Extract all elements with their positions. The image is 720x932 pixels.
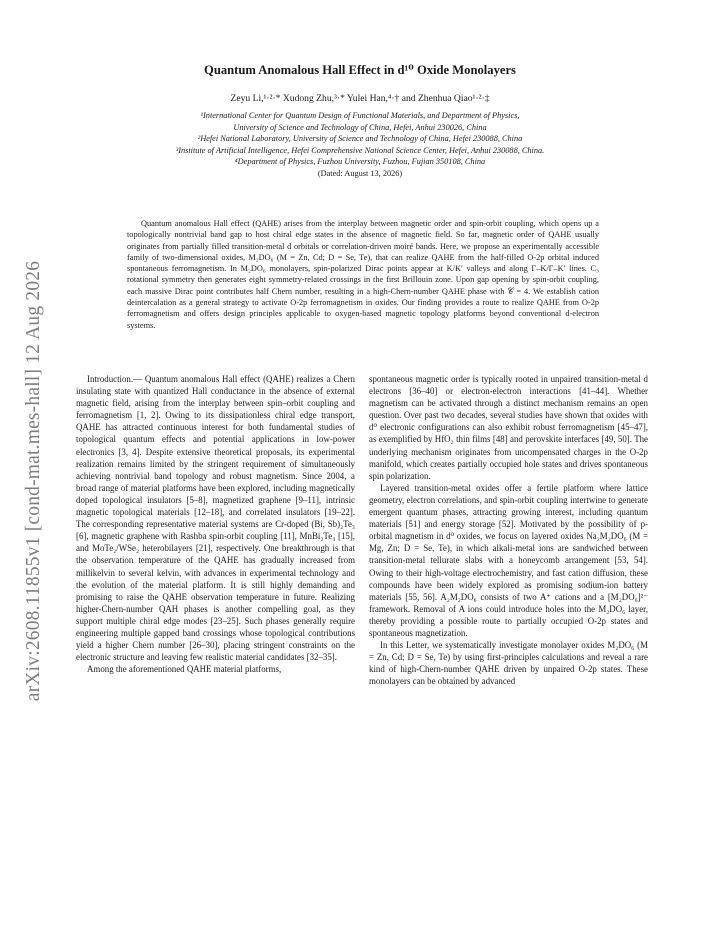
left-column (76, 373, 355, 675)
affiliation-line: ³Institute of Artificial Intelligence, Hefei Comprehensive National Science Center, Hefei, Anhui 230088, China. (175, 145, 545, 155)
affiliation-line: ⁴Department of Physics, Fuzhou University, Fuzhou, Fujian 350108, China (234, 157, 486, 166)
arxiv-sidebar (14, 260, 54, 702)
paragraph: spontaneous magnetic order is typically rooted in unpaired transition-metal d electrons [36–40] or electron-electron interactions [41–44]. Whether magnetism can be activated through a distinct mechanism remains an open question. Over past two decades, several studies have shown that oxides with d⁰ electronic configurations can also exhibit robust ferromagnetism [45–47], as exemplified by HfO₂ thin films [48] and perovskite interfaces [49, 50]. The underlying mechanism originates from uncompensated charges in the O-2p manifold, which creates partially occupied hole states and drives spontaneous spin polarization. (369, 374, 648, 481)
author-list: Zeyu Li,¹·²·* Xudong Zhu,³·* Yulei Han,⁴·† and Zhenhua Qiao¹·²·‡ (230, 93, 490, 104)
paragraph: Introduction.— Quantum anomalous Hall effect (QAHE) realizes a Chern insulating state with quantized Hall conductance in the absence of external magnetic field, arising from the interplay between spin–orbit coupling and ferromagnetism [1, 2]. Owing to its dissipationless chiral edge transport, QAHE has attracted continuous interest for both fundamental studies of topological quantum effects and potential applications in low-power electronics [3, 4]. Despite extensive theoretical proposals, its experimental realization remains limited by the stringent requirement of simultaneously achieving nontrivial band topology and robust magnetism. Since 2004, a broad range of material platforms have been explored, including magnetically doped topological insulators [5–8], magnetized graphene [9–11], intrinsic magnetic topological materials [12–18], and correlated insulators [19–22]. The corresponding representative material systems are Cr-doped (Bi, Sb)₂Te₃ [6], magnetic graphene with Rashba spin-orbit coupling [11], MnBi₂Te₄ [15], and MoTe₂/WSe₂ heterobilayers [21], respectively. One breakthrough is that the observation temperature of the QAHE has gradually increased from millikelvin to several kelvin, with advances in experimental technology and the evolution of the material platform. It is still highly demanding and promising to raise the QAHE observation temperature in future. Realizing higher-Chern-number QAH phases is another compelling goal, as they support multiple chiral edge modes [23–25]. Such phases generally require engineering multiple gapped band crossings whose topological contributions yield a higher Chern number [26–30], placing stringent constraints on the electronic structure and leaving few realistic material candidates [32–35]. (76, 374, 355, 663)
right-column (369, 373, 648, 687)
affiliation-line: University of Science and Technology of China, Hefei, Anhui 230026, China (233, 122, 487, 132)
paragraph: Among the aforementioned QAHE material platforms, (87, 664, 282, 675)
paper-title: Quantum Anomalous Hall Effect in d¹⁰ Oxide Monolayers (204, 63, 516, 77)
paragraph: In this Letter, we systematically investigate monolayer oxides M₂DO₆ (M = Zn, Cd; D = Se, Te) by using first-principles calculations and reveal a rare kind of high-Chern-number QAHE driven by unpaired O-2p states. These monolayers can be obtained by advanced (369, 640, 648, 687)
affiliation-line: ¹International Center for Quantum Design of Functional Materials, and Department of Physics, (200, 111, 520, 120)
date-line: (Dated: August 13, 2026) (317, 168, 403, 178)
paragraph: Layered transition-metal oxides offer a fertile platform where lattice geometry, electron correlations, and spin-orbit coupling intertwine to generate emergent quantum phases, attracting growing interest, including quantum materials [51] and energy storage [52]. Motivated by the possibility of p-orbital magnetism in d⁰ oxides, we focus on layered oxides Na₂M₂DO₆ (M = Mg, Zn; D = Se, Te), in which alkali-metal ions are sandwiched between transition-metal tellurate slabs with a honeycomb arrangement [53, 54]. Owing to their high-voltage electrochemistry, and fast cation diffusion, these compounds have been widely explored as promising sodium-ion battery materials [55, 56]. A₂M₂DO₆ consists of two A⁺ cations and a [M₂DO₆]²⁻ framework. Removal of A ions could introduce holes into the M₂DO₆ layer, thereby providing a possible route to partially occupied O-2p states and spontaneous magnetization. (369, 482, 648, 638)
arxiv-identifier: arXiv:2608.11855v1 [cond-mat.mes-hall] 12 Aug 2026 (23, 260, 44, 702)
affiliation-line: ²Hefei National Laboratory, University of Science and Technology of China, Hefei 230088, China (197, 134, 523, 143)
affiliations (0, 110, 720, 179)
abstract: Quantum anomalous Hall effect (QAHE) arises from the interplay between magnetic order and spin-orbit coupling, which opens up a topologically nontrivial band gap to host chiral edge states in the absence of magnetic field. So far, magnetic order of QAHE usually originates from partially filled transition-metal d orbitals or correlation-driven moiré bands. Here, we propose an experimentally accessible family of two-dimensional oxides, M₂DO₆ (M = Zn, Cd; D = Se, Te), that can realize QAHE from the half-filled O-2p orbital induced spontaneous ferromagnetism. In M₂DO₆ monolayers, spin-polarized Dirac points appear at K/K′ valleys and along Γ–K/Γ–K′ lines. C₃ rotational symmetry then generates eight symmetry-related crossings in the first Brillouin zone. Upon gap opening by spin-orbit coupling, each massive Dirac point contributes half Chern number, resulting in a high-Chern-number QAHE phase with 𝒞 = 4. We establish cation deintercalation as a general strategy to activate O-2p ferromagnetism in oxides. Our finding provides a route to realize QAHE from O-2p ferromagnetism and offers design principles applicable to oxygen-based magnetic topology platforms beyond conventional d-electron systems. (127, 219, 599, 330)
